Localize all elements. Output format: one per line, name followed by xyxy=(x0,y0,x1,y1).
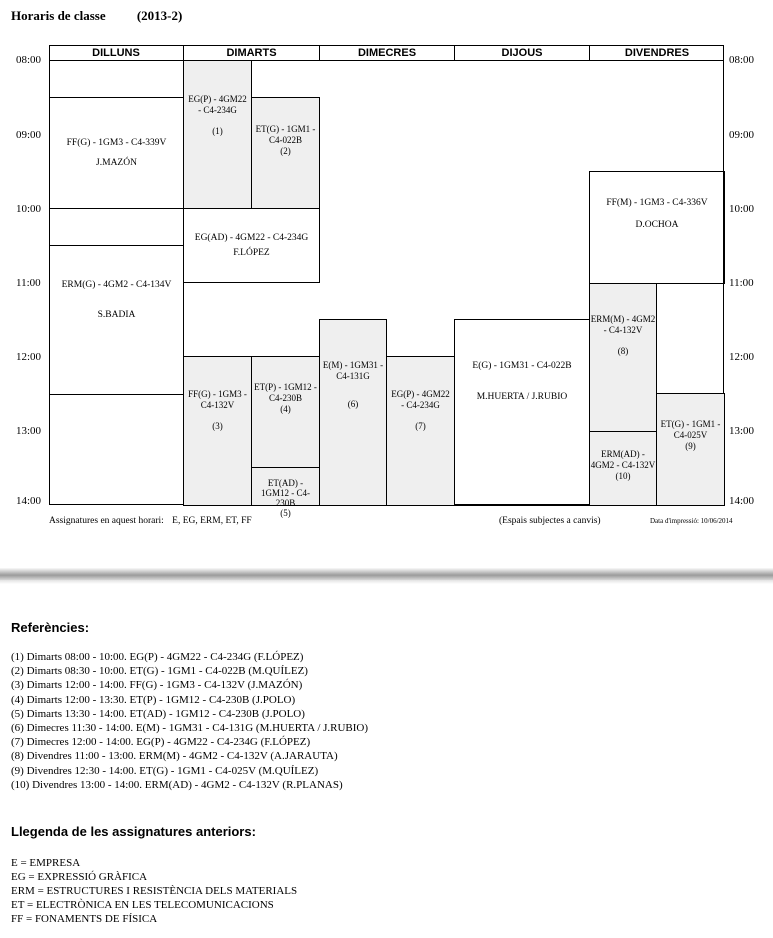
block-line: 4GM2 - C4-132V xyxy=(590,460,656,470)
block-line: F.LÓPEZ xyxy=(233,247,270,258)
ref-number: (5) xyxy=(280,508,291,518)
time-label: 10:00 xyxy=(16,203,42,215)
block-line: - C4-234G xyxy=(401,400,440,410)
block-line: C4-131G xyxy=(336,371,370,381)
time-label: 12:00 xyxy=(16,351,42,363)
block-line: C4-230B xyxy=(268,393,302,403)
reference-item: (6) Dimecres 11:30 - 14:00. E(M) - 1GM31 - C4-131G (M.HUERTA / J.RUBIO) xyxy=(11,722,369,735)
class-block xyxy=(183,60,252,209)
class-block xyxy=(251,356,320,468)
time-label: 11:00 xyxy=(729,277,754,289)
class-block xyxy=(656,393,725,506)
block-line: ET(G) - 1GM1 - xyxy=(255,124,316,134)
block-line: ERM(AD) - xyxy=(601,449,645,459)
reference-item: (3) Dimarts 12:00 - 14:00. FF(G) - 1GM3 - C4-132V (J.MAZÓN) xyxy=(11,679,303,692)
block-line: ERM(G) - 4GM2 - C4-134V xyxy=(61,280,172,290)
time-label: 13:00 xyxy=(16,425,42,437)
reference-item: (2) Dimarts 08:30 - 10:00. ET(G) - 1GM1 - C4-022B (M.QUÍLEZ) xyxy=(11,665,308,678)
title-text: Horaris de classe xyxy=(11,8,106,23)
class-block xyxy=(251,97,320,209)
day-header-friday: DIVENDRES xyxy=(624,47,690,59)
time-label: 10:00 xyxy=(729,203,755,215)
block-line: - C4-132V xyxy=(603,325,643,335)
block-line: ET(G) - 1GM1 - xyxy=(660,419,721,429)
day-header-wednesday: DIMECRES xyxy=(357,47,417,59)
block-line: 1GM12 - C4-230B xyxy=(261,488,310,508)
block-line: FF(M) - 1GM3 - C4-336V xyxy=(606,198,708,208)
block-line: EG(P) - 4GM22 xyxy=(391,389,450,399)
block-line: D.OCHOA xyxy=(635,220,679,230)
reference-item: (9) Divendres 12:30 - 14:00. ET(G) - 1GM1 - C4-025V (M.QUÍLEZ) xyxy=(11,764,319,777)
class-block xyxy=(386,356,455,506)
block-line: - C4-234G xyxy=(198,105,237,115)
block-line: EG(P) - 4GM22 xyxy=(188,94,247,104)
changes-note: (Espais subjectes a canvis) xyxy=(499,516,601,526)
class-block xyxy=(49,97,184,209)
block-line: M.HUERTA / J.RUBIO xyxy=(476,392,568,402)
ref-number: (4) xyxy=(280,404,291,414)
block-line: E(M) - 1GM31 - xyxy=(322,360,384,370)
class-block xyxy=(589,431,657,506)
reference-item: (8) Divendres 11:00 - 13:00. ERM(M) - 4GM2 - C4-132V (A.JARAUTA) xyxy=(11,750,338,763)
class-block xyxy=(49,245,184,395)
legend-item: FF = FONAMENTS DE FÍSICA xyxy=(11,913,158,925)
time-label: 14:00 xyxy=(16,495,42,507)
legend-heading: Llegenda de les assignatures anteriors: xyxy=(11,824,256,839)
page-title xyxy=(11,8,182,24)
ref-number: (3) xyxy=(212,421,223,431)
reference-item: (4) Dimarts 12:00 - 13:30. ET(P) - 1GM12 - C4-230B (J.POLO) xyxy=(11,693,296,706)
reference-item: (10) Divendres 13:00 - 14:00. ERM(AD) - 4GM2 - C4-132V (R.PLANAS) xyxy=(11,778,343,791)
time-label: 09:00 xyxy=(16,129,42,141)
page-divider-shadow xyxy=(0,580,773,584)
references-list xyxy=(11,650,368,792)
legend-item: E = EMPRESA xyxy=(11,857,81,869)
legend-item: EG = EXPRESSIÓ GRÀFICA xyxy=(11,871,148,883)
ref-number: (10) xyxy=(615,471,631,481)
block-line: C4-132V xyxy=(200,400,235,410)
class-block xyxy=(319,319,387,506)
ref-number: (9) xyxy=(685,441,696,451)
print-date: Data d'impressió: 10/06/2014 xyxy=(650,517,733,525)
references-heading: Referències: xyxy=(11,620,90,635)
block-line: S.BADIA xyxy=(97,310,136,320)
time-label: 08:00 xyxy=(16,54,42,66)
block-line: ET(AD) - xyxy=(267,478,304,488)
legend-list xyxy=(11,856,297,926)
legend-item: ET = ELECTRÒNICA EN LES TELECOMUNICACIONS xyxy=(11,899,274,911)
day-header-monday: DILLUNS xyxy=(92,47,140,59)
block-line: ERM(M) - 4GM2 xyxy=(590,314,656,324)
block-line: C4-022B xyxy=(268,135,302,145)
header-row-line xyxy=(49,60,724,61)
block-line: EG(AD) - 4GM22 - C4-234G xyxy=(194,232,309,243)
ref-number: (7) xyxy=(415,421,426,431)
subjects-list: E, EG, ERM, ET, FF xyxy=(172,516,252,526)
block-line: E(G) - 1GM31 - C4-022B xyxy=(472,361,572,371)
time-label: 12:00 xyxy=(729,351,755,363)
time-label: 13:00 xyxy=(729,425,755,437)
block-line: J.MAZÓN xyxy=(96,157,137,168)
class-block xyxy=(454,319,590,506)
term-text: (2013-2) xyxy=(136,8,183,23)
ref-number: (6) xyxy=(347,399,359,409)
block-line: FF(G) - 1GM3 - xyxy=(188,389,247,399)
block-line: C4-025V xyxy=(673,430,708,440)
reference-item: (5) Dimarts 13:30 - 14:00. ET(AD) - 1GM12 - C4-230B (J.POLO) xyxy=(11,707,305,720)
ref-number: (2) xyxy=(280,146,291,156)
time-label: 08:00 xyxy=(729,54,755,66)
time-label: 11:00 xyxy=(16,277,41,289)
subjects-line xyxy=(49,516,252,526)
time-label: 09:00 xyxy=(729,129,755,141)
reference-item: (7) Dimecres 12:00 - 14:00. EG(P) - 4GM22 - C4-234G (F.LÓPEZ) xyxy=(11,736,311,749)
ref-number: (1) xyxy=(212,126,223,136)
class-block xyxy=(183,208,320,283)
legend-item: ERM = ESTRUCTURES I RESISTÈNCIA DELS MATERIALS xyxy=(11,885,298,897)
day-header-tuesday: DIMARTS xyxy=(226,47,277,59)
ref-number: (8) xyxy=(617,346,629,356)
page-divider xyxy=(0,568,773,580)
class-block xyxy=(589,171,725,284)
class-block xyxy=(589,283,657,432)
day-header-thursday: DIJOUS xyxy=(501,47,543,59)
class-block xyxy=(251,467,320,518)
block-line: ET(P) - 1GM12 - xyxy=(254,382,317,392)
time-label: 14:00 xyxy=(729,495,755,507)
subjects-label: Assignatures en aquest horari: xyxy=(49,516,164,526)
block-line: FF(G) - 1GM3 - C4-339V xyxy=(66,137,167,148)
reference-item: (1) Dimarts 08:00 - 10:00. EG(P) - 4GM22 - C4-234G (F.LÓPEZ) xyxy=(11,651,304,663)
class-block xyxy=(183,356,252,506)
